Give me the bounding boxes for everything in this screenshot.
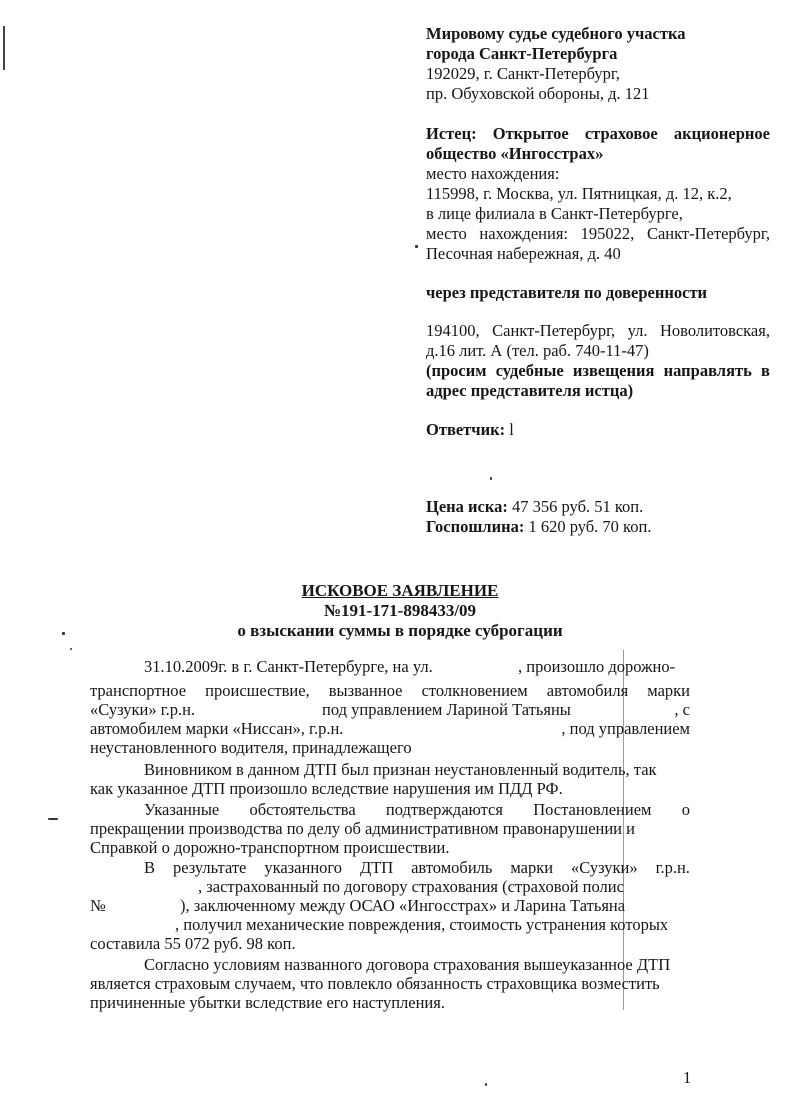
defendant-label: Ответчик: bbox=[426, 420, 506, 439]
body-line: как указанное ДТП произошло вследствие нарушения им ПДД РФ. bbox=[90, 779, 563, 798]
document-page: Мировому судье судебного участка города Санкт-Петербурга 192029, г. Санкт-Петербург, пр. Обуховской обороны, д. 121 Истец: Открытое страховое акционерное общество «Ингосстрах» место нахождения: 115998, г. Москва, ул. Пятницкая, д. 12, к.2, в лице филиала в Санкт-Петербурге, место нахождения: 195022, Санкт-Петербург, Песочная набережная, д. 40 через представителя по доверенности 194100, Санкт-Петербург, ул. Новолитовская, д.16 лит. А (тел. раб. 740-11-47) (просим судебные извещения направлять в адрес представителя истца) Ответчик: l Цена иска: 47 356 руб. 51 коп. Госпошлина: 1 620 руб. 70 коп. ИСКОВОЕ ЗАЯВЛЕНИЕ №191-171-898433/09 о взыскании суммы в порядке суброгации 31.10.2009г. в г. Санкт-Петербурге, на ул. , произошло дорожно- транспортное происшествие, вызванное столкновением автомобиля марки «Сузуки» г.р.н. под управлением Лариной Татьяны , с автомобилем марки «Ниссан», г.р.н. , под управлением неустановленного водителя, принадлежащего Виновником в данном ДТП был признан неустановленный водитель, так как указанное ДТП произошло вследствие нарушения им ПДД РФ. Указанные обстоятельства подтверждаются Постановлением о прекращении производства по делу об административном правонарушении и Справкой о дорожно-транспортном происшествии. В результате указанного ДТП автомобиль марки «Сузуки» г.р.н. , застрахованный по договору страхования (страховой полис № ), заключенному между ОСАО «Ингосстрах» и Ларина Татьяна , получил механические повреждения, стоимость устранения которых составила 55 072 руб. 98 коп. Согласно условиям названного договора страхования вышеуказанное ДТП является страховым случаем, что повлекло обязанность страховщика возместить причиненные убытки вследствие его наступления. 1 bbox=[0, 0, 800, 1105]
recipient-address: пр. Обуховской обороны, д. 121 bbox=[426, 84, 650, 103]
plaintiff-address: в лице филиала в Санкт-Петербурге, bbox=[426, 204, 683, 223]
plaintiff-label: Истец: bbox=[426, 124, 477, 143]
body-line: Справкой о дорожно-транспортном происшествии. bbox=[90, 838, 450, 857]
plaintiff-address: место нахождения: bbox=[426, 164, 560, 183]
body-line: В результате указанного ДТП автомобиль марки «Сузуки» г.р.н. bbox=[144, 858, 690, 877]
plaintiff-address: Песочная набережная, д. 40 bbox=[426, 244, 621, 263]
scan-edge-mark bbox=[3, 26, 5, 70]
claim-fee bbox=[426, 517, 651, 536]
scan-speck bbox=[485, 1083, 487, 1086]
claim-price-value: 47 356 руб. 51 коп. bbox=[512, 497, 644, 516]
claim-price-label: Цена иска: bbox=[426, 497, 508, 516]
recipient-address: 192029, г. Санкт-Петербург, bbox=[426, 64, 620, 83]
document-title: ИСКОВОЕ ЗАЯВЛЕНИЕ bbox=[301, 581, 499, 600]
representative-note: адрес представителя истца) bbox=[426, 381, 634, 400]
representative-address: 194100, Санкт-Петербург, ул. Новолитовская, bbox=[426, 321, 770, 340]
scan-speck bbox=[70, 648, 72, 650]
document-number: №191-171-898433/09 bbox=[323, 601, 477, 620]
scan-speck bbox=[415, 245, 418, 248]
plaintiff-address: 115998, г. Москва, ул. Пятницкая, д. 12, к.2, bbox=[426, 184, 732, 203]
scan-speck bbox=[490, 477, 492, 480]
claim-price bbox=[426, 497, 643, 516]
defendant-line bbox=[426, 420, 514, 439]
body-line: причиненные убытки вследствие его наступления. bbox=[90, 993, 445, 1012]
document-subject: о взыскании суммы в порядке суброгации bbox=[237, 621, 563, 640]
body-line: неустановленного водителя, принадлежащего bbox=[90, 738, 412, 757]
defendant-value: l bbox=[509, 420, 514, 439]
page-number: 1 bbox=[683, 1068, 692, 1087]
body-line: является страховым случаем, что повлекло обязанность страховщика возместить bbox=[90, 974, 660, 993]
recipient-line: Мировому судье судебного участка bbox=[426, 24, 686, 43]
claim-fee-value: 1 620 руб. 70 коп. bbox=[528, 517, 652, 536]
body-line: прекращении производства по делу об административном правонарушении и bbox=[90, 819, 635, 838]
plaintiff-address: место нахождения: 195022, Санкт-Петербург, bbox=[426, 224, 770, 243]
recipient-line: города Санкт-Петербурга bbox=[426, 44, 618, 63]
plaintiff-name: общество «Ингосстрах» bbox=[426, 144, 604, 163]
claim-fee-label: Госпошлина: bbox=[426, 517, 525, 536]
plaintiff-name-line: Истец: Открытое страховое акционерное bbox=[426, 124, 770, 143]
representative-address: д.16 лит. А (тел. раб. 740-11-47) bbox=[426, 341, 649, 360]
representative-heading: через представителя по доверенности bbox=[426, 283, 708, 302]
body-line: Указанные обстоятельства подтверждаются Постановлением о bbox=[144, 800, 690, 819]
body-line: транспортное происшествие, вызванное столкновением автомобиля марки bbox=[90, 681, 690, 700]
scan-speck bbox=[48, 818, 58, 820]
representative-note: (просим судебные извещения направлять в bbox=[426, 361, 770, 380]
body-line: составила 55 072 руб. 98 коп. bbox=[90, 934, 296, 953]
